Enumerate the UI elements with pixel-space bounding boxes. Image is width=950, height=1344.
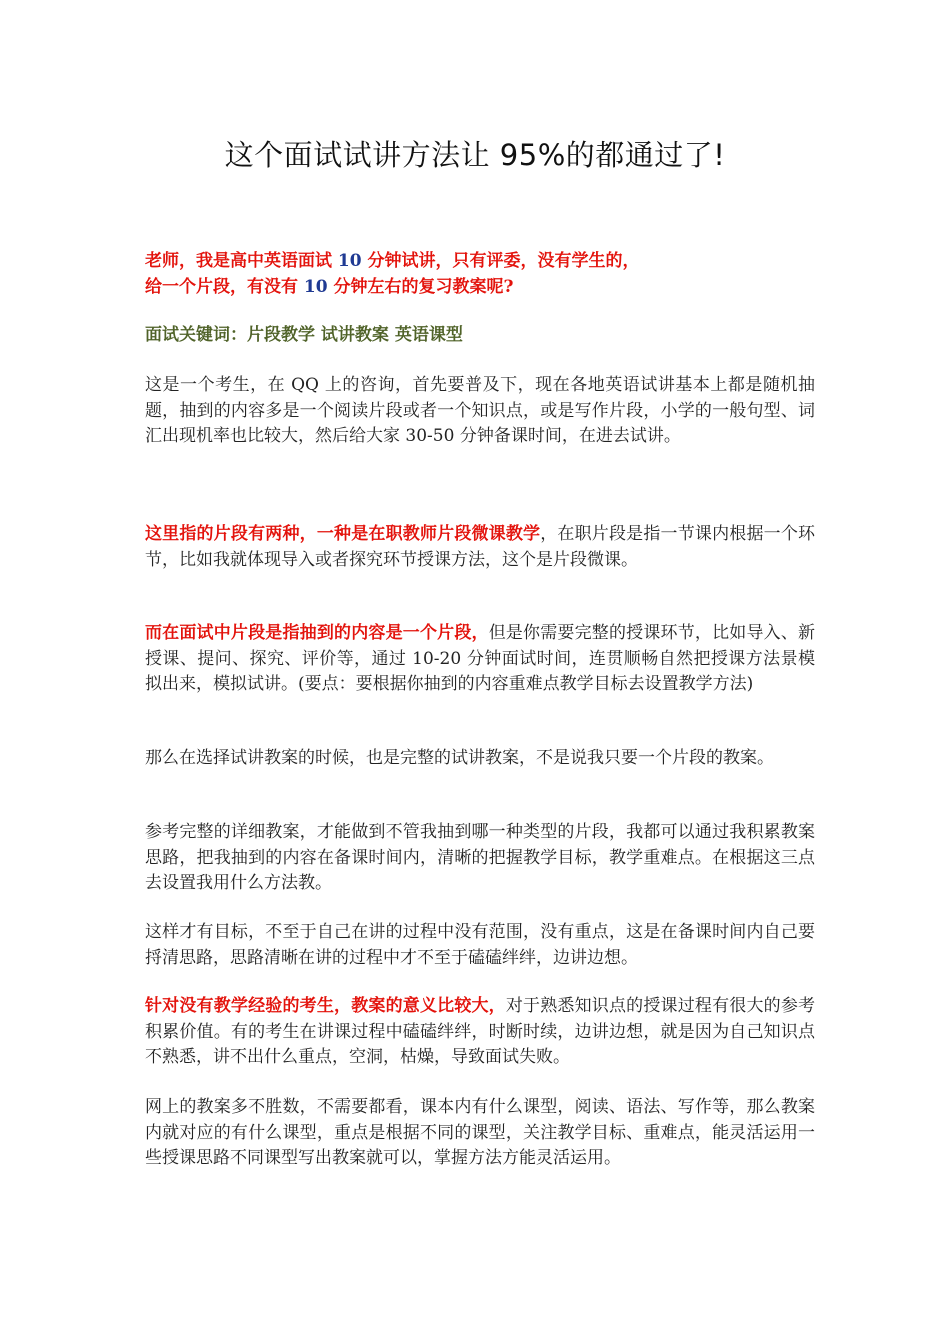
paragraph-3 — [145, 621, 815, 698]
paragraph-7 — [145, 994, 815, 1071]
question-line-2 — [145, 275, 815, 301]
paragraph-text: 对于熟悉知识点的授课过程有很大的参考积累价值。有的考生在讲课过程中磕磕绊绊，时断时续，边讲边想，就是因为自己知识点不熟悉，讲不出什么重点，空洞，枯燥，导致面试失败。 — [145, 996, 816, 1067]
question-text: 老师，我是高中英语面试 — [145, 251, 332, 271]
paragraph-5: 参考完整的详细教案，才能做到不管我抽到哪一种类型的片段，我都可以通过我积累教案思路，把我抽到的内容在备课时间内，清晰的把握教学目标，教学重难点。在根据这三点去设置我用什么方法教。 — [145, 822, 815, 893]
paragraph-8: 网上的教案多不胜数，不需要都看，课本内有什么课型，阅读、语法、写作等，那么教案内就对应的有什么课型，重点是根据不同的课型，关注教学目标、重难点，能灵活运用一些授课思路不同课型写出教案就可以，掌握方法方能灵活运用。 — [145, 1097, 815, 1168]
question-text: 分钟试讲，只有评委，没有学生的， — [367, 251, 640, 271]
paragraph-2 — [145, 522, 815, 573]
page-title: 这个面试试讲方法让 95%的都通过了! — [224, 138, 726, 172]
paragraph-6: 这样才有目标，不至于自己在讲的过程中没有范围，没有重点，这是在备课时间内自己要捋清思路，思路清晰在讲的过程中才不至于磕磕绊绊，边讲边想。 — [145, 922, 815, 968]
paragraph-emphasis: 这里指的片段有两种，一种是在职教师片段微课教学 — [145, 524, 541, 544]
paragraph-text: ，在职片段是指一节课内根据一个环节，比如我就体现导入或者探究环节授课方法，这个是片段微课。 — [145, 524, 816, 570]
question-line-1 — [145, 249, 815, 275]
paragraph-4: 那么在选择试讲教案的时候，也是完整的试讲教案，不是说我只要一个片段的教案。 — [145, 748, 774, 768]
question-number: 10 — [332, 251, 368, 271]
question-block — [145, 249, 815, 300]
question-number: 10 — [298, 276, 334, 297]
paragraph-text: 但是你需要完整的授课环节，比如导入、新授课、提问、探究、评价等，通过 10-20 分钟面试时间，连贯顺畅自然把授课方法景模拟出来，模拟试讲。(要点：要根据你抽到的内容重难点教学目标去设置教学方法) — [145, 623, 816, 694]
paragraph-emphasis: 针对没有教学经验的考生，教案的意义比较大， — [145, 996, 506, 1016]
question-text: 给一个片段，有没有 — [145, 276, 298, 297]
keywords-line: 面试关键词：片段教学 试讲教案 英语课型 — [145, 325, 463, 345]
paragraph-1: 这是一个考生，在 QQ 上的咨询，首先要普及下，现在各地英语试讲基本上都是随机抽题，抽到的内容多是一个阅读片段或者一个知识点，或是写作片段，小学的一般句型、词汇出现机率也比较大，然后给大家 30-50 分钟备课时间，在进去试讲。 — [145, 375, 815, 446]
paragraph-emphasis: 而在面试中片段是指抽到的内容是一个片段， — [145, 623, 489, 643]
question-text: 分钟左右的复习教案呢? — [333, 276, 514, 297]
